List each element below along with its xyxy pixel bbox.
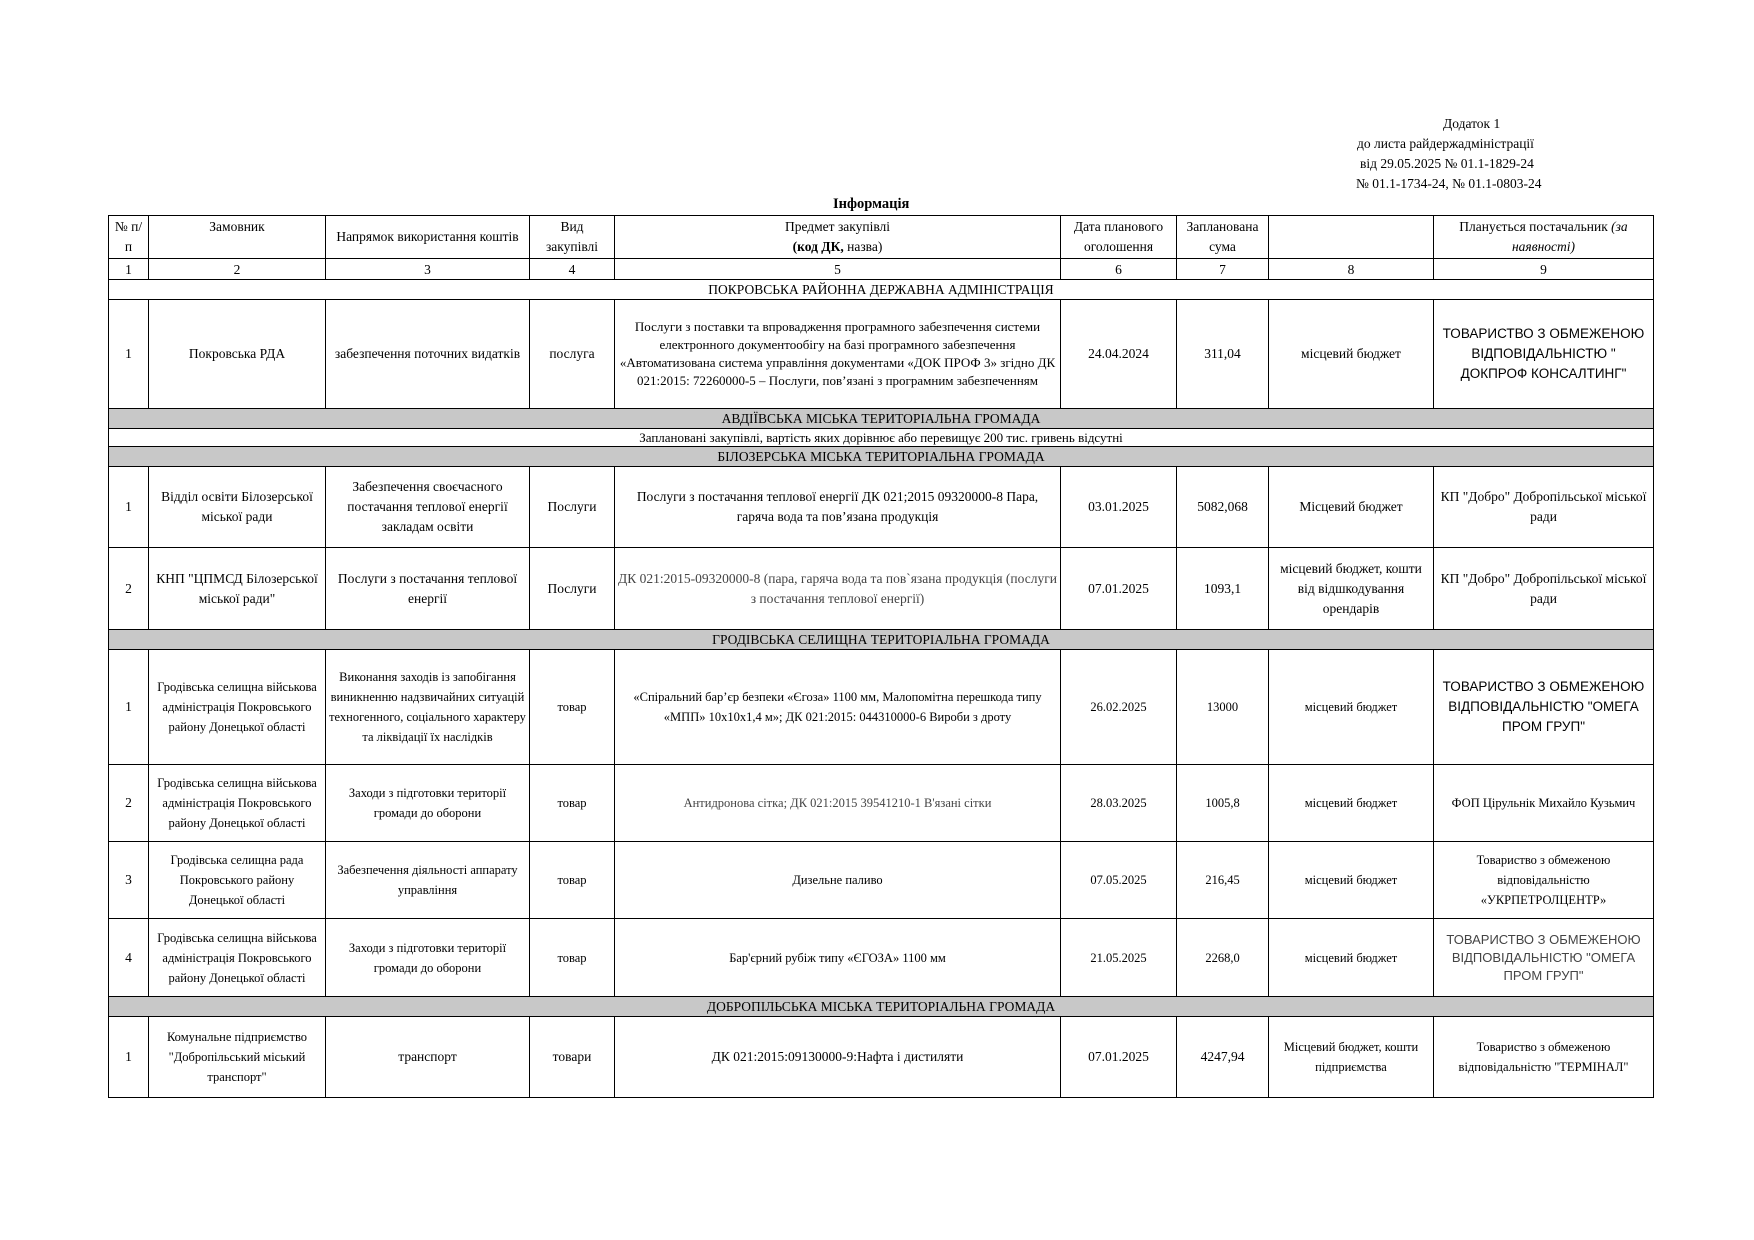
cell-source: місцевий бюджет <box>1269 919 1434 997</box>
header-col8 <box>1269 216 1434 259</box>
cell-num: 4 <box>109 919 149 997</box>
cell-sum: 1093,1 <box>1177 548 1269 630</box>
column-number: 8 <box>1269 259 1434 280</box>
header-type: Вид закупівлі <box>530 216 615 259</box>
section-header-row <box>109 997 1654 1017</box>
cell-supplier: ТОВАРИСТВО З ОБМЕЖЕНОЮ ВІДПОВІДАЛЬНІСТЮ "ОМЕГА ПРОМ ГРУП" <box>1434 650 1654 765</box>
cell-direction: Забезпечення діяльності аппарату управління <box>326 842 530 919</box>
cell-supplier: КП "Добро" Добропільської міської ради <box>1434 467 1654 548</box>
cell-num: 2 <box>109 548 149 630</box>
column-number: 5 <box>615 259 1061 280</box>
cell-sum: 4247,94 <box>1177 1017 1269 1098</box>
section-title: ГРОДІВСЬКА СЕЛИЩНА ТЕРИТОРІАЛЬНА ГРОМАДА <box>109 630 1654 650</box>
cell-direction: транспорт <box>326 1017 530 1098</box>
cell-type: товар <box>530 919 615 997</box>
cell-num: 1 <box>109 1017 149 1098</box>
cell-subject: ДК 021:2015:09130000-9:Нафта і дистиляти <box>615 1017 1061 1098</box>
section-header-row <box>109 409 1654 429</box>
section-header-row <box>109 447 1654 467</box>
section-title: ПОКРОВСЬКА РАЙОННА ДЕРЖАВНА АДМІНІСТРАЦІЯ <box>109 280 1654 300</box>
cell-date: 26.02.2025 <box>1061 650 1177 765</box>
section-title: БІЛОЗЕРСЬКА МІСЬКА ТЕРИТОРІАЛЬНА ГРОМАДА <box>109 447 1654 467</box>
cell-supplier: Товариство з обмеженою відповідальністю «УКРПЕТРОЛЦЕНТР» <box>1434 842 1654 919</box>
cell-sum: 1005,8 <box>1177 765 1269 842</box>
document-title: Інформація <box>833 196 910 212</box>
cell-source: місцевий бюджет, кошти від відшкодування орендарів <box>1269 548 1434 630</box>
column-number: 2 <box>149 259 326 280</box>
section-header-row <box>109 630 1654 650</box>
cell-direction: забезпечення поточних видатків <box>326 300 530 409</box>
annex-line-4: № 01.1-1734-24, № 01.1-0803-24 <box>1356 176 1542 191</box>
cell-customer: Гродівська селищна військова адміністрація Покровського району Донецької області <box>149 765 326 842</box>
cell-num: 1 <box>109 467 149 548</box>
cell-source: Місцевий бюджет <box>1269 467 1434 548</box>
table-row <box>109 300 1654 409</box>
cell-sum: 13000 <box>1177 650 1269 765</box>
annex-line-3: від 29.05.2025 № 01.1-1829-24 <box>1360 156 1534 171</box>
cell-type: товар <box>530 650 615 765</box>
cell-type: послуга <box>530 300 615 409</box>
table-row <box>109 467 1654 548</box>
cell-customer: Гродівська селищна військова адміністрація Покровського району Донецької області <box>149 919 326 997</box>
cell-supplier: Товариство з обмеженою відповідальністю "ТЕРМІНАЛ" <box>1434 1017 1654 1098</box>
header-supplier-italic: (за наявності) <box>1511 219 1628 254</box>
section-header-row <box>109 280 1654 300</box>
column-number: 1 <box>109 259 149 280</box>
column-numbers-row <box>109 259 1654 280</box>
cell-source: місцевий бюджет <box>1269 842 1434 919</box>
table-row <box>109 765 1654 842</box>
cell-subject: Антидронова сітка; ДК 021:2015 39541210-1 В'язані сітки <box>615 765 1061 842</box>
cell-num: 1 <box>109 650 149 765</box>
cell-customer: КНП "ЦПМСД Білозерської міської ради" <box>149 548 326 630</box>
cell-date: 28.03.2025 <box>1061 765 1177 842</box>
header-subject-line1: Предмет закупівлі <box>784 219 891 234</box>
cell-sum: 5082,068 <box>1177 467 1269 548</box>
table-row <box>109 842 1654 919</box>
cell-type: товар <box>530 765 615 842</box>
section-note-row <box>109 429 1654 447</box>
cell-supplier: ТОВАРИСТВО З ОБМЕЖЕНОЮ ВІДПОВІДАЛЬНІСТЮ "ОМЕГА ПРОМ ГРУП" <box>1434 919 1654 997</box>
cell-subject: Послуги з поставки та впровадження програмного забезпечення системи електронного документообігу на базі програмного забезпечення «Автоматизована система управління документами «ДОК ПРОФ 3» згідно ДК 021:2015: 72260000-5 – Послуги, пов’язані з програмним забезпеченням <box>615 300 1061 409</box>
cell-num: 2 <box>109 765 149 842</box>
annex-line-2: до листа райдержадміністрації <box>1357 136 1534 151</box>
table-row <box>109 919 1654 997</box>
header-subject-tail: назва) <box>843 239 883 254</box>
cell-supplier: КП "Добро" Добропільської міської ради <box>1434 548 1654 630</box>
cell-type: Послуги <box>530 467 615 548</box>
annex-line-1: Додаток 1 <box>1443 116 1501 131</box>
cell-supplier: ФОП Цірульнік Михайло Кузьмич <box>1434 765 1654 842</box>
column-number: 3 <box>326 259 530 280</box>
cell-date: 21.05.2025 <box>1061 919 1177 997</box>
cell-customer: Гродівська селищна військова адміністрація Покровського району Донецької області <box>149 650 326 765</box>
table-row <box>109 548 1654 630</box>
header-supplier <box>1434 216 1654 259</box>
cell-customer: Відділ освіти Білозерської міської ради <box>149 467 326 548</box>
table-row <box>109 650 1654 765</box>
section-title: АВДІЇВСЬКА МІСЬКА ТЕРИТОРІАЛЬНА ГРОМАДА <box>109 409 1654 429</box>
header-subject <box>615 216 1061 259</box>
cell-type: Послуги <box>530 548 615 630</box>
cell-date: 07.05.2025 <box>1061 842 1177 919</box>
cell-sum: 216,45 <box>1177 842 1269 919</box>
cell-type: товари <box>530 1017 615 1098</box>
column-number: 6 <box>1061 259 1177 280</box>
cell-subject: «Спіральний бар’єр безпеки «Єгоза» 1100 мм, Малопомітна перешкода типу «МПП» 10х10х1,4 м»; ДК 021:2015: 044310000-6 Вироби з дроту <box>615 650 1061 765</box>
cell-direction: Заходи з підготовки території громади до оборони <box>326 765 530 842</box>
cell-subject: Дизельне паливо <box>615 842 1061 919</box>
header-row <box>109 216 1654 259</box>
column-number: 7 <box>1177 259 1269 280</box>
section-note: Заплановані закупівлі, вартість яких дорівнює або перевищує 200 тис. гривень відсутні <box>109 429 1654 447</box>
cell-subject: Бар'єрний рубіж типу «ЄГОЗА» 1100 мм <box>615 919 1061 997</box>
procurement-table <box>108 215 1654 1098</box>
header-sum: Запланована сума <box>1177 216 1269 259</box>
cell-direction: Послуги з постачання теплової енергії <box>326 548 530 630</box>
cell-date: 07.01.2025 <box>1061 1017 1177 1098</box>
annex-block <box>1325 114 1665 194</box>
cell-date: 24.04.2024 <box>1061 300 1177 409</box>
cell-num: 1 <box>109 300 149 409</box>
cell-direction: Забезпечення своєчасного постачання теплової енергії закладам освіти <box>326 467 530 548</box>
cell-direction: Заходи з підготовки території громади до оборони <box>326 919 530 997</box>
cell-customer: Комунальне підприємство "Добропільський міський транспорт" <box>149 1017 326 1098</box>
header-direction: Напрямок використання коштів <box>326 216 530 259</box>
cell-sum: 311,04 <box>1177 300 1269 409</box>
cell-source: Місцевий бюджет, кошти підприємства <box>1269 1017 1434 1098</box>
header-date: Дата планового оголошення <box>1061 216 1177 259</box>
header-num: № п/п <box>109 216 149 259</box>
header-customer: Замовник <box>149 216 326 259</box>
table-row <box>109 1017 1654 1098</box>
cell-source: місцевий бюджет <box>1269 650 1434 765</box>
cell-type: товар <box>530 842 615 919</box>
cell-source: місцевий бюджет <box>1269 765 1434 842</box>
cell-subject: ДК 021:2015-09320000-8 (пара, гаряча вода та пов`язана продукція (послуги з постачання теплової енергії) <box>615 548 1061 630</box>
section-title: ДОБРОПІЛЬСЬКА МІСЬКА ТЕРИТОРІАЛЬНА ГРОМАДА <box>109 997 1654 1017</box>
cell-date: 03.01.2025 <box>1061 467 1177 548</box>
header-subject-bold: (код ДК, <box>792 239 844 254</box>
header-supplier-main: Планується постачальник <box>1459 219 1612 234</box>
cell-subject: Послуги з постачання теплової енергії ДК 021;2015 09320000-8 Пара, гаряча вода та пов’язана продукція <box>615 467 1061 548</box>
column-number: 4 <box>530 259 615 280</box>
cell-customer: Гродівська селищна рада Покровського району Донецької області <box>149 842 326 919</box>
cell-supplier: ТОВАРИСТВО З ОБМЕЖЕНОЮ ВІДПОВІДАЛЬНІСТЮ " ДОКПРОФ КОНСАЛТИНГ" <box>1434 300 1654 409</box>
cell-num: 3 <box>109 842 149 919</box>
cell-source: місцевий бюджет <box>1269 300 1434 409</box>
cell-customer: Покровська РДА <box>149 300 326 409</box>
column-number: 9 <box>1434 259 1654 280</box>
cell-direction: Виконання заходів із запобігання виникненню надзвичайних ситуацій техногенного, соціального характеру та ліквідації їх наслідків <box>326 650 530 765</box>
cell-sum: 2268,0 <box>1177 919 1269 997</box>
cell-date: 07.01.2025 <box>1061 548 1177 630</box>
